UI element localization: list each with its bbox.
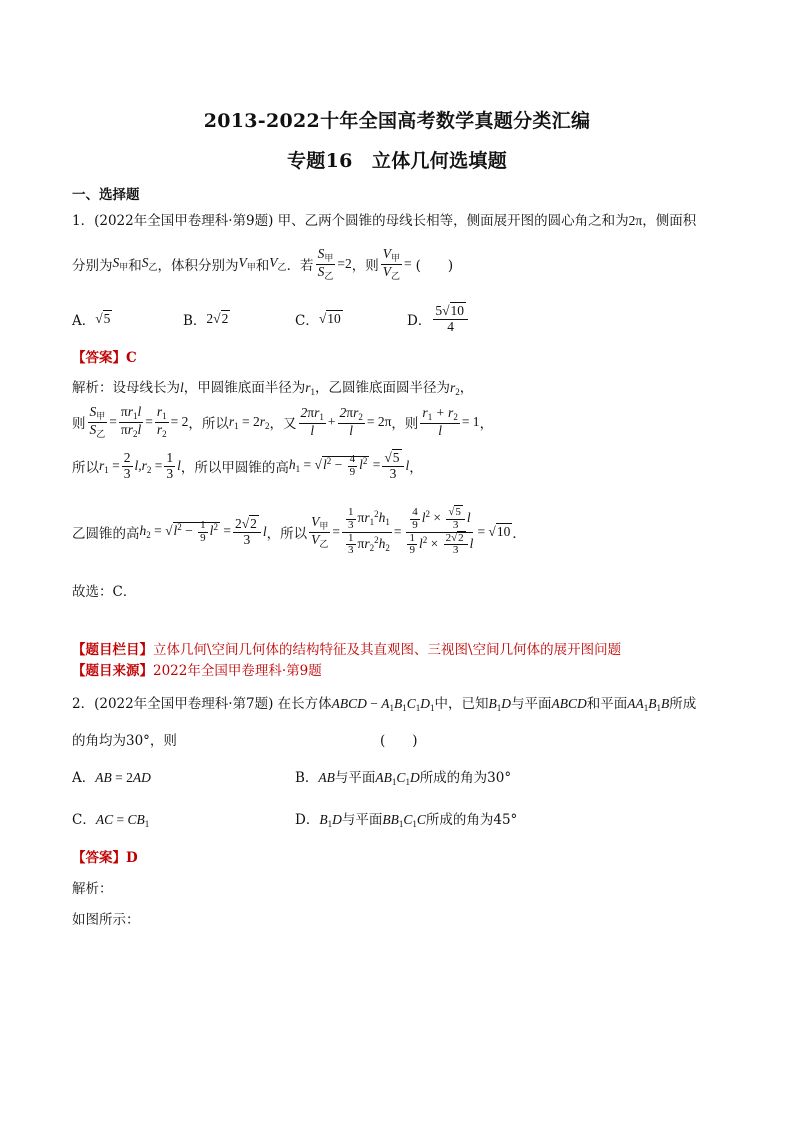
q2-answer [72, 846, 138, 866]
text: 【答案】 [72, 850, 126, 866]
math: = [393, 524, 402, 539]
q1-option-c [295, 306, 343, 332]
math-s-yi: $S_乙$ [141, 255, 158, 272]
math: l [405, 458, 410, 473]
text: ，乙圆锥底面圆半径为 [315, 380, 451, 396]
math: = 2 [170, 414, 189, 429]
text: 所成的角为30° [419, 770, 512, 786]
q1-solution-line4: 乙圆锥的高 $h_2 = √l^2$ − $\frac{1}{9}$ $l^2$ = $\frac{2√2}{3}$ l ，所以 $\frac{V_甲}{V_乙}$ = $\frac{1}{3}$ $\pi r_1^2h_1$ $\frac{1}{3}$ $\pi r_2^2h_2$ = $\frac{4}{9}$ $l^2$ × $\frac{√5}{3}$ l $\frac{1}{9}$ $l^2$ × $\frac{2√2}{3}$ l = √10 ． [72, 506, 526, 557]
math: l [180, 380, 184, 395]
text: C [126, 350, 137, 366]
text: 分别为 [72, 258, 113, 274]
math: = 1 [461, 414, 480, 429]
math-option-b: 2√2 [206, 311, 229, 326]
math: $BB_1C_1C$ [382, 812, 426, 829]
text: ，所以 [266, 526, 308, 542]
fraction: $\frac{4}{9}$ $l^2$ × $\frac{√5}{3}$ l $\frac{1}{9}$ $l^2$ × $\frac{2√2}{3}$ l [403, 507, 475, 556]
math: AB = 2AD [95, 770, 151, 785]
fraction: $\frac{S_甲}{S_乙}$ [89, 404, 106, 439]
text: 中，已知 [434, 696, 489, 712]
math-option-c: √10 [318, 311, 341, 326]
math: ABCD [551, 696, 587, 711]
math: $B_1D$ [488, 696, 512, 713]
math: AB [318, 770, 335, 785]
math: = [109, 414, 117, 429]
text: 解析：设母线长为 [72, 380, 180, 396]
q1-solution-line1: 解析：设母线长为l，甲圆锥底面半径为$r_1$，乙圆锥底面圆半径为$r_2$， [72, 380, 474, 397]
q2-stem-line1 [72, 692, 696, 713]
fraction: $\frac{V_甲}{V_乙}$ [311, 514, 329, 549]
q1-category [72, 638, 621, 658]
q1-option-b [183, 306, 230, 332]
text: 与平面 [511, 696, 552, 712]
math: $r_1$ [305, 380, 316, 397]
fraction: $\frac{S_甲}{S_乙}$ [317, 246, 334, 281]
text: A． [72, 313, 96, 329]
q1-answer [72, 346, 137, 366]
text: 与平面 [334, 770, 376, 786]
text: 乙圆锥的高 [72, 526, 140, 542]
math: =2 [337, 256, 352, 271]
fraction: $\frac{2\pi r_1}{l}$ [300, 405, 324, 438]
fraction: $\frac{V_甲}{V_乙}$ [382, 246, 400, 281]
math-option-a: √5 [95, 311, 111, 326]
math-2pi: 2π [628, 213, 643, 228]
text: ，体积分别为 [157, 258, 239, 274]
text: 所以 [72, 460, 99, 476]
text: 2022年全国甲卷理科·第9题 [153, 663, 322, 679]
math-v-jia: $V_甲$ [238, 255, 256, 272]
fraction: $\frac{2\pi r_2}{l}$ [339, 405, 363, 438]
page-subtitle: 专题16 立体几何选填题 [286, 150, 508, 172]
math-v-yi: $V_乙$ [269, 255, 287, 272]
page-title: 2013-2022十年全国高考数学真题分类汇编 [203, 110, 591, 132]
fraction: $\frac{1}{3}$ $\pi r_1^2h_1$ $\frac{1}{3}$ $\pi r_2^2h_2$ [342, 507, 392, 556]
q1-source [72, 659, 322, 679]
math-s-jia: $S_甲$ [112, 255, 129, 272]
math: = [332, 524, 341, 539]
q2-option-b [295, 766, 511, 787]
math: = 2π [366, 414, 392, 429]
text: 和 [255, 258, 270, 274]
fraction: $\frac{r_1}{r_2}$ [156, 404, 167, 439]
q2-option-c [72, 808, 149, 829]
fraction: $\frac{√5}{3}$ [382, 451, 403, 480]
q2-option-a [72, 766, 151, 786]
text: 2．(2022年全国甲卷理科·第7题) 在长方体 [72, 696, 332, 712]
math: l [177, 458, 181, 473]
math-option-d: $\frac{5√10}{4}$ [433, 304, 468, 333]
text: 则 [72, 416, 86, 432]
text: ，所以 [188, 416, 229, 432]
q1-stem-line1 [72, 209, 696, 229]
text: C． [295, 313, 319, 329]
math: + [327, 414, 336, 429]
q1-stem-line2 [72, 242, 453, 286]
text: 【题目栏目】 [72, 642, 153, 658]
text: 【题目来源】 [72, 663, 153, 679]
text: A． [72, 770, 96, 786]
math: l [262, 524, 267, 539]
math: $AB_1C_1D$ [375, 770, 420, 787]
q1-stem-text: 1．(2022年全国甲卷理科·第9题) 甲、乙两个圆锥的母线长相等，侧面展开图的圆心角之和为 [72, 213, 629, 229]
math: = [403, 256, 412, 271]
text: ，又 [269, 416, 297, 432]
text: ，则 [351, 258, 379, 274]
q2-solution-label: 解析： [72, 881, 113, 897]
math: = [145, 414, 153, 429]
math: $r_1 = 2r_2$ [228, 413, 270, 431]
text: 与平面 [341, 812, 383, 828]
math: $r_1$ = [99, 457, 120, 475]
text: ，所以甲圆锥的高 [180, 460, 289, 476]
q2-paren: ( ) [380, 733, 418, 749]
q2-solution-figure-label: 如图所示： [72, 912, 140, 928]
text: 所成 [669, 696, 697, 712]
text: D． [407, 313, 432, 329]
text: D [126, 850, 138, 866]
math: = √10 [477, 524, 511, 539]
text: 所成的角为45° [425, 812, 518, 828]
math: $B_1D$ [319, 812, 342, 829]
fraction: $\frac{1}{3}$ [166, 450, 174, 481]
q1-option-a [72, 306, 112, 332]
fraction: $\frac{\pi r_1l}{\pi r_2l}$ [120, 404, 142, 439]
math: $AA_1B_1B$ [627, 696, 670, 713]
text: C． [72, 812, 96, 828]
math: AC = $CB_1$ [95, 812, 150, 829]
text: ．若 [286, 258, 314, 274]
q1-option-d [407, 300, 470, 338]
math: $l,r_2$ = [134, 457, 163, 475]
text: ( ) [415, 258, 454, 274]
text: 【答案】 [72, 350, 126, 366]
section-heading: 一、选择题 [72, 187, 140, 203]
text: 和 [128, 258, 142, 274]
text: ，甲圆锥底面半径为 [183, 380, 306, 396]
text: ，则 [391, 416, 419, 432]
fraction: $\frac{2√2}{3}$ [233, 517, 261, 546]
q2-option-d [295, 808, 517, 829]
q1-stem-end: ，侧面积 [642, 213, 697, 229]
math: $h_1 = √l^2$ − $\frac{4}{9}$ $l^2$ = [288, 452, 381, 478]
text: D． [295, 812, 320, 828]
q2-stem-line2: 的角均为30°，则 [72, 733, 177, 749]
math: $h_2 = √l^2$ − $\frac{1}{9}$ $l^2$ = [139, 518, 231, 544]
text: 立体几何\空间几何体的结构特征及其直观图、三视图\空间几何体的展开图问题 [153, 642, 622, 658]
q1-solution-line3: 所以 $r_1$ = $\frac{2}{3}$ $l,r_2$ = $\frac{1}{3}$ l ，所以甲圆锥的高 $h_1 = √l^2$ − $\frac{4}{9}$ $l^2$ = $\frac{√5}{3}$ l ， [72, 450, 423, 481]
q1-solution-line2: 则 $\frac{S_甲}{S_乙}$ = $\frac{\pi r_1l}{\pi r_2l}$ = $\frac{r_1}{r_2}$ = 2 ，所以 $r_1 = 2r_2$ ，又 $\frac{2\pi r_1}{l}$ + $\frac{2\pi r_2}{l}$ = 2π ，则 $\frac{r_1 + r_2}{l}$ = 1 ， [72, 404, 494, 439]
math: ABCD − $A_1B_1C_1D_1$ [331, 696, 435, 713]
text: 和平面 [586, 696, 628, 712]
text: B． [295, 770, 319, 786]
q1-conclusion: 故选：C． [72, 584, 137, 600]
fraction: $\frac{2}{3}$ [123, 450, 131, 481]
math: $r_2$ [450, 380, 460, 397]
fraction: $\frac{r_1 + r_2}{l}$ [422, 405, 458, 438]
text: B． [183, 313, 207, 329]
